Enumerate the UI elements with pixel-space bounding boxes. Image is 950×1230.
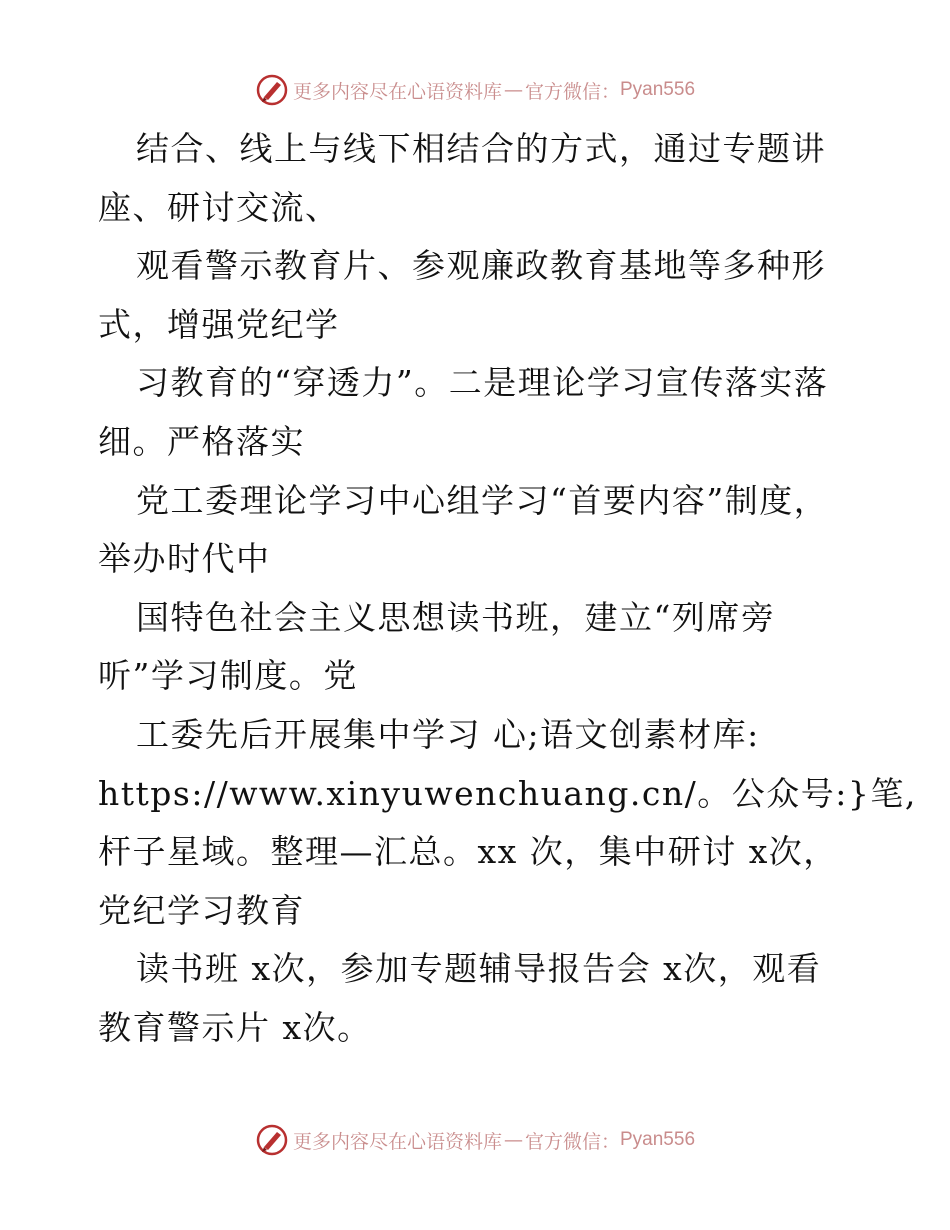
body-line: https://www.xinyuwenchuang.cn/。公众号:}笔,: [98, 773, 917, 813]
header-dash: —: [503, 79, 523, 101]
header-wechat-id: Pyan556: [620, 79, 696, 100]
body-line: 观看警示教育片、参观廉政教育基地等多种形: [136, 246, 826, 286]
header-brand-text: 更多内容尽在心语资料库: [292, 80, 502, 103]
header-official-label: 官方微信：: [524, 80, 620, 103]
footer-dash: —: [503, 1129, 523, 1151]
body-line: 读书班 x次，参加专题辅导报告会 x次，观看: [136, 949, 822, 989]
body-line: 国特色社会主义思想读书班，建立“列席旁: [136, 597, 776, 637]
body-line: 式，增强党纪学: [98, 304, 340, 344]
footer-wechat-id: Pyan556: [620, 1129, 696, 1150]
body-line: 杆子星域。整理—汇总。xx 次，集中研讨 x次，: [98, 832, 838, 872]
body-line: 工委先后开展集中学习 心;语文创素材库:: [136, 714, 760, 754]
body-line: 细。严格落实: [98, 421, 305, 461]
body-line: 座、研讨交流、: [98, 187, 340, 227]
body-line: 听”学习制度。党: [98, 656, 358, 696]
body-line: 习教育的“穿透力”。二是理论学习宣传落实落: [136, 363, 829, 403]
document-body: [98, 120, 917, 1058]
footer-brand-text: 更多内容尽在心语资料库: [292, 1130, 502, 1153]
pen-logo-icon: [255, 1123, 289, 1157]
body-line: 教育警示片 x次。: [98, 1007, 372, 1047]
body-line: 党纪学习教育: [98, 890, 305, 930]
header-banner: [0, 70, 950, 110]
pen-logo-icon: [255, 73, 289, 107]
body-line: 结合、线上与线下相结合的方式，通过专题讲: [136, 129, 826, 168]
body-line: 党工委理论学习中心组学习“首要内容”制度，: [136, 480, 829, 520]
footer-official-label: 官方微信：: [524, 1130, 620, 1153]
footer-banner: [0, 1120, 950, 1160]
body-line: 举办时代中: [98, 539, 271, 579]
